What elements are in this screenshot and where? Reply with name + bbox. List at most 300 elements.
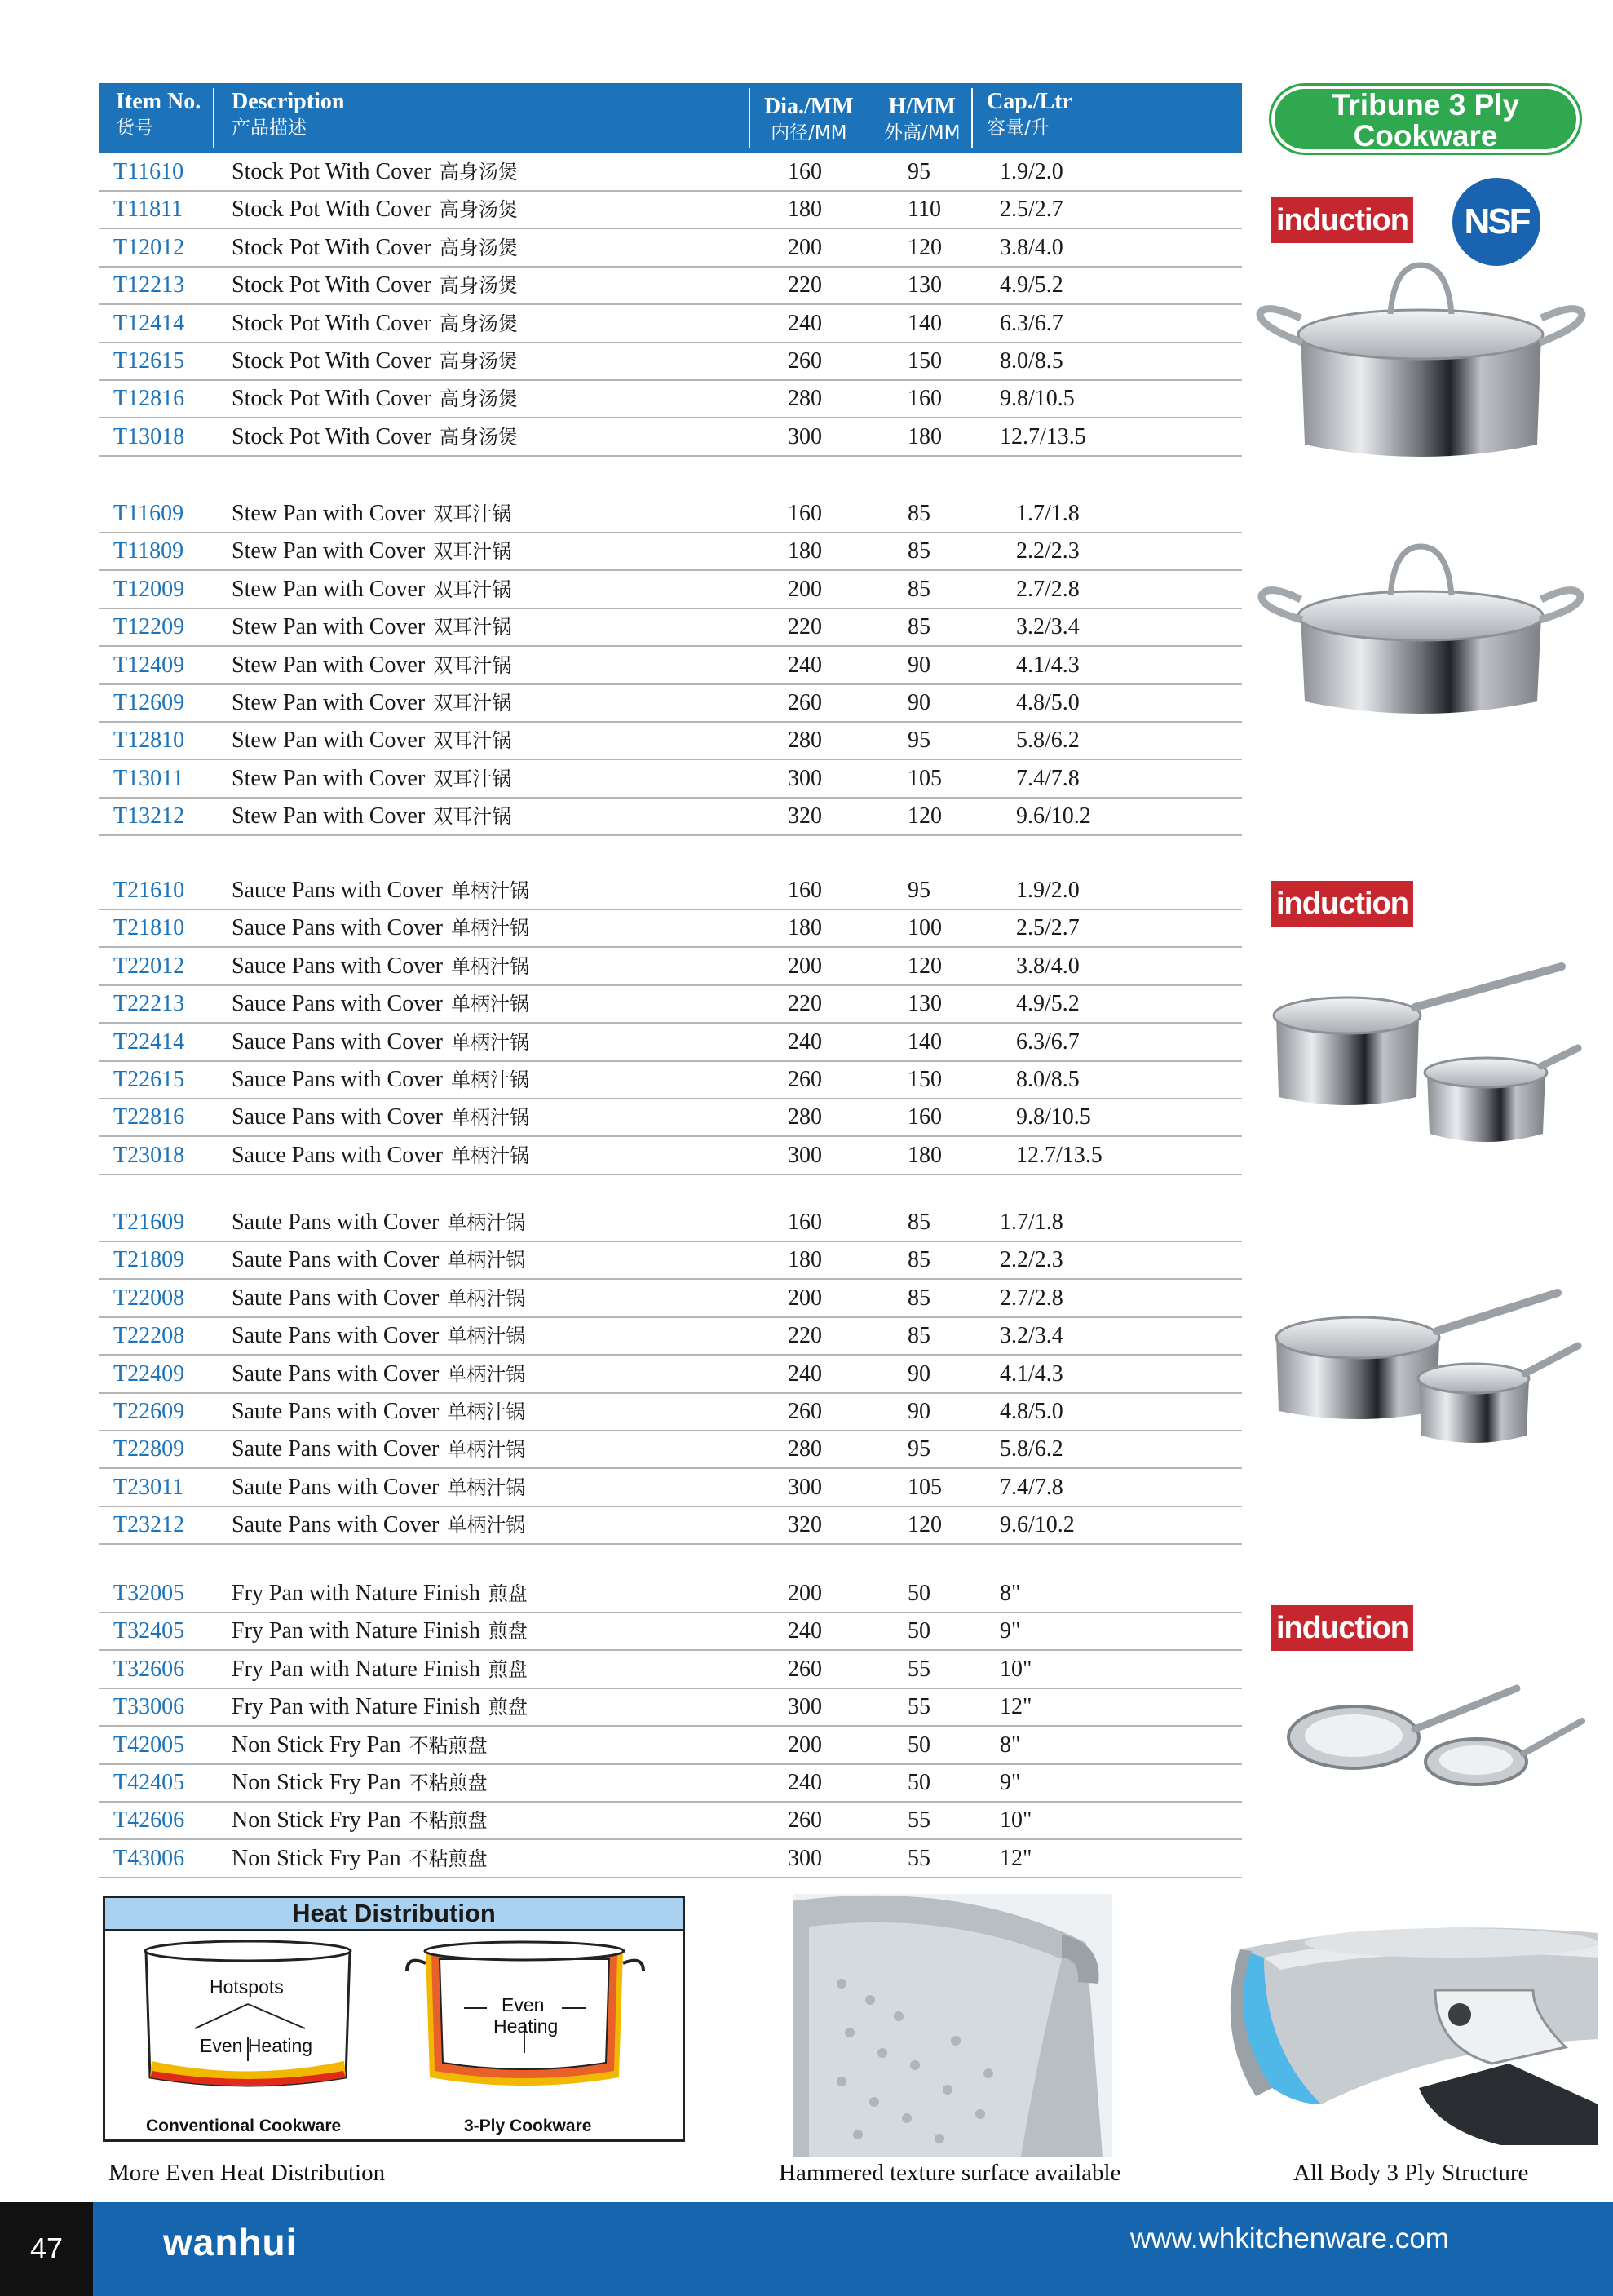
height-value: 90 [908, 690, 930, 715]
height-value: 95 [908, 728, 930, 754]
description-cn: 高身汤煲 [439, 236, 518, 259]
height-value: 50 [908, 1770, 930, 1795]
diameter-value: 200 [788, 953, 822, 979]
table-row [99, 268, 1242, 305]
diameter-value: 200 [788, 1581, 822, 1606]
height-value: 55 [908, 1694, 930, 1720]
description-cn: 单柄汁锅 [447, 1438, 526, 1462]
capacity-value: 12.7/13.5 [1016, 1142, 1103, 1168]
table-row [99, 761, 1242, 799]
description-cn: 单柄汁锅 [450, 993, 529, 1016]
description-en: Stock Pot With Cover [232, 310, 431, 336]
description-cell [232, 538, 511, 564]
height-value: 150 [908, 1067, 942, 1092]
description-cn: 单柄汁锅 [450, 1030, 529, 1054]
capacity-value: 9.8/10.5 [1000, 386, 1075, 412]
description-cell [232, 424, 518, 450]
col-item [116, 90, 201, 139]
description-cn: 单柄汁锅 [447, 1400, 526, 1423]
diameter-value: 200 [788, 234, 822, 260]
description-cn: 高身汤煲 [439, 312, 518, 335]
table-row [99, 1652, 1242, 1689]
sauce-pan-image [1260, 958, 1586, 1154]
capacity-value: 10" [1000, 1807, 1032, 1834]
table-row [99, 1024, 1242, 1062]
description-cn: 双耳汁锅 [433, 729, 512, 753]
item-number: T23212 [113, 1512, 185, 1538]
item-number: T22809 [113, 1436, 185, 1462]
table-row [99, 1728, 1242, 1765]
height-value: 85 [908, 1323, 930, 1349]
diameter-value: 280 [788, 1436, 822, 1462]
item-number: T13212 [113, 803, 185, 829]
description-cn: 高身汤煲 [439, 387, 518, 411]
website-link[interactable]: www.whkitchenware.com [1130, 2223, 1449, 2254]
height-value: 95 [908, 878, 930, 903]
height-value: 120 [908, 953, 942, 979]
col-cap [987, 90, 1072, 139]
table-row [99, 986, 1242, 1024]
item-number: T42405 [113, 1770, 185, 1795]
description-en: Stew Pan with Cover [232, 690, 426, 715]
description-en: Stock Pot With Cover [232, 197, 431, 223]
diameter-value: 220 [788, 991, 822, 1017]
description-cell [232, 235, 518, 261]
item-number: T11809 [113, 538, 184, 564]
item-number: T22213 [113, 991, 185, 1017]
description-cell [232, 1143, 529, 1169]
diameter-value: 200 [788, 576, 822, 602]
description-cn: 高身汤煲 [439, 274, 518, 298]
description-en: Stock Pot With Cover [232, 386, 431, 412]
capacity-value: 2.2/2.3 [1000, 1247, 1063, 1273]
description-en: Sauce Pans with Cover [232, 878, 443, 903]
saute-pan-image [1256, 1289, 1590, 1452]
description-cell [232, 1361, 525, 1387]
description-cell [232, 1067, 529, 1093]
heat-caption: More Even Heat Distribution [108, 2160, 386, 2186]
description-en: Non Stick Fry Pan [232, 1770, 401, 1795]
description-en: Sauce Pans with Cover [232, 953, 443, 979]
description-en: Stock Pot With Cover [232, 234, 431, 260]
item-number: T12009 [113, 576, 185, 602]
header-divider [971, 88, 973, 148]
capacity-value: 4.8/5.0 [1000, 1399, 1063, 1424]
series-badge [1269, 83, 1582, 155]
item-number: T22208 [113, 1323, 185, 1349]
description-cn: 高身汤煲 [439, 350, 518, 373]
diameter-value: 160 [788, 878, 822, 903]
description-cell [232, 991, 529, 1017]
description-cell [232, 766, 511, 792]
capacity-value: 9.6/10.2 [1016, 803, 1091, 829]
table-row [99, 1613, 1242, 1651]
height-value: 50 [908, 1732, 930, 1758]
description-en: Stew Pan with Cover [232, 652, 426, 678]
description-cn: 双耳汁锅 [433, 502, 512, 525]
description-cn: 双耳汁锅 [433, 692, 512, 714]
item-number: T11811 [113, 197, 183, 223]
description-en: Saute Pans with Cover [232, 1399, 440, 1424]
conventional-cookware-label: Conventional Cookware [146, 2117, 342, 2135]
height-value: 85 [908, 614, 930, 640]
description-en: Saute Pans with Cover [232, 1360, 440, 1387]
description-en: Fry Pan with Nature Finish [232, 1656, 480, 1682]
description-en: Sauce Pans with Cover [232, 1067, 443, 1092]
description-cell [232, 1399, 525, 1425]
item-number: T23011 [113, 1474, 184, 1500]
induction-logo: induction [1271, 197, 1413, 243]
description-cn: 不粘煎盘 [409, 1847, 488, 1870]
height-value: 180 [908, 423, 942, 449]
description-en: Sauce Pans with Cover [232, 1142, 443, 1168]
col-dia [764, 95, 854, 144]
item-number: T12209 [113, 614, 185, 640]
col-dia-cn: 内径/MM [771, 122, 847, 144]
height-value: 85 [908, 1285, 930, 1311]
item-number: T12810 [113, 728, 185, 754]
description-cell [232, 1029, 529, 1055]
col-cap-cn: 容量/升 [987, 117, 1050, 139]
description-cell [232, 728, 511, 754]
height-value: 180 [908, 1142, 942, 1168]
description-cell [232, 1247, 525, 1273]
height-value: 140 [908, 1029, 942, 1055]
description-en: Non Stick Fry Pan [232, 1807, 401, 1834]
description-cn: 单柄汁锅 [450, 879, 529, 902]
item-number: T32405 [113, 1618, 185, 1644]
col-desc [232, 90, 344, 139]
item-number: T21809 [113, 1247, 185, 1273]
capacity-value: 9" [1000, 1770, 1021, 1795]
item-number: T22012 [113, 953, 185, 979]
description-cell [232, 803, 511, 829]
description-cell [232, 1694, 528, 1720]
table-row [99, 949, 1242, 986]
height-value: 150 [908, 348, 942, 374]
capacity-value: 4.1/4.3 [1016, 652, 1080, 678]
height-value: 130 [908, 991, 942, 1017]
description-en: Stew Pan with Cover [232, 576, 426, 602]
description-cell [232, 1210, 525, 1236]
table-row [99, 1803, 1242, 1840]
nsf-logo: NSF [1452, 178, 1540, 266]
diameter-value: 240 [788, 652, 822, 678]
table-header [99, 83, 1242, 153]
description-cn: 单柄汁锅 [450, 1144, 529, 1167]
diameter-value: 180 [788, 1247, 822, 1273]
table-row [99, 154, 1242, 192]
description-en: Stew Pan with Cover [232, 803, 426, 829]
height-value: 140 [908, 310, 942, 336]
description-cell [232, 1475, 525, 1501]
col-cap-en: Cap./Ltr [987, 89, 1072, 114]
item-number: T13018 [113, 423, 185, 449]
item-number: T21609 [113, 1210, 185, 1235]
table-row [99, 381, 1242, 418]
item-number: T12615 [113, 348, 185, 374]
description-cell [232, 690, 511, 716]
capacity-value: 4.1/4.3 [1000, 1360, 1063, 1387]
even-label: Even [502, 1994, 545, 2015]
table-row [99, 1507, 1242, 1545]
diameter-value: 240 [788, 1770, 822, 1795]
description-en: Non Stick Fry Pan [232, 1732, 401, 1758]
item-number: T43006 [113, 1845, 185, 1871]
diameter-value: 300 [788, 423, 822, 449]
capacity-value: 3.2/3.4 [1016, 614, 1080, 640]
diameter-value: 300 [788, 1694, 822, 1720]
item-number: T12012 [113, 234, 185, 260]
height-value: 55 [908, 1807, 930, 1834]
item-number: T11610 [113, 159, 184, 184]
table-row [99, 1431, 1242, 1469]
table-row [99, 1281, 1242, 1318]
capacity-value: 9.6/10.2 [1000, 1512, 1075, 1538]
description-cn: 不粘煎盘 [409, 1733, 488, 1757]
height-value: 55 [908, 1845, 930, 1871]
table-row [99, 1062, 1242, 1099]
description-cn: 双耳汁锅 [433, 805, 512, 829]
item-number: T22008 [113, 1285, 185, 1311]
capacity-value: 7.4/7.8 [1016, 765, 1080, 791]
description-cell [232, 1618, 528, 1644]
capacity-value: 12" [1000, 1694, 1032, 1720]
description-cn: 双耳汁锅 [433, 767, 512, 790]
description-en: Stock Pot With Cover [232, 272, 431, 299]
item-number: T22414 [113, 1029, 185, 1055]
col-item-en: Item No. [116, 89, 201, 114]
col-desc-en: Description [232, 89, 345, 114]
table-row [99, 1138, 1242, 1175]
diameter-value: 220 [788, 272, 822, 299]
item-number: T13011 [113, 765, 184, 791]
description-cn: 高身汤煲 [439, 425, 518, 449]
height-value: 85 [908, 501, 930, 526]
description-cn: 双耳汁锅 [433, 653, 512, 677]
stock-pot-image [1252, 257, 1594, 469]
item-number: T12409 [113, 652, 185, 678]
height-value: 90 [908, 652, 930, 678]
hotspots-label: Hotspots [210, 1976, 284, 1997]
height-value: 100 [908, 915, 942, 941]
description-cn: 单柄汁锅 [447, 1211, 526, 1234]
diameter-value: 240 [788, 1029, 822, 1055]
description-en: Stock Pot With Cover [232, 423, 431, 449]
description-en: Non Stick Fry Pan [232, 1845, 401, 1871]
height-value: 50 [908, 1581, 930, 1606]
item-number: T42005 [113, 1732, 185, 1758]
table-row [99, 1242, 1242, 1280]
description-cell [232, 1846, 488, 1872]
table-row [99, 1099, 1242, 1137]
height-value: 55 [908, 1656, 930, 1682]
diameter-value: 260 [788, 348, 822, 374]
description-cn: 煎盘 [488, 1657, 528, 1681]
badge-line-2: Cookware [1353, 119, 1498, 153]
description-cell [232, 272, 518, 299]
diameter-value: 180 [788, 915, 822, 941]
diameter-value: 260 [788, 690, 822, 715]
col-h-cn: 外高/MM [884, 122, 961, 144]
diameter-value: 200 [788, 1285, 822, 1311]
table-row [99, 572, 1242, 609]
description-en: Saute Pans with Cover [232, 1285, 440, 1311]
description-cn: 单柄汁锅 [450, 1106, 529, 1130]
description-en: Saute Pans with Cover [232, 1474, 440, 1500]
description-cell [232, 577, 511, 603]
col-desc-cn: 产品描述 [232, 117, 307, 139]
height-value: 85 [908, 538, 930, 564]
diameter-value: 160 [788, 501, 822, 526]
description-en: Stew Pan with Cover [232, 728, 426, 754]
table-row [99, 873, 1242, 910]
description-cn: 单柄汁锅 [450, 917, 529, 940]
table-row [99, 419, 1242, 457]
diameter-value: 280 [788, 386, 822, 412]
description-cell [232, 197, 518, 223]
diameter-value: 240 [788, 1360, 822, 1387]
description-cn: 双耳汁锅 [433, 616, 512, 639]
capacity-value: 4.9/5.2 [1000, 272, 1063, 299]
description-cn: 单柄汁锅 [447, 1475, 526, 1499]
table-row [99, 1841, 1242, 1878]
capacity-value: 3.2/3.4 [1000, 1323, 1063, 1349]
item-number: T42606 [113, 1807, 185, 1834]
capacity-value: 1.7/1.8 [1000, 1210, 1063, 1235]
table-row [99, 192, 1242, 229]
capacity-value: 8.0/8.5 [1016, 1067, 1080, 1092]
item-number: T22409 [113, 1360, 185, 1387]
table-row [99, 1356, 1242, 1394]
description-en: Stock Pot With Cover [232, 159, 431, 184]
description-cell [232, 1285, 525, 1312]
diameter-value: 300 [788, 765, 822, 791]
diameter-value: 260 [788, 1399, 822, 1424]
capacity-value: 2.2/2.3 [1016, 538, 1080, 564]
capacity-value: 6.3/6.7 [1016, 1029, 1080, 1055]
item-number: T22609 [113, 1399, 185, 1424]
diameter-value: 280 [788, 728, 822, 754]
description-en: Sauce Pans with Cover [232, 991, 443, 1017]
description-en: Sauce Pans with Cover [232, 1029, 443, 1055]
item-number: T32606 [113, 1656, 185, 1682]
capacity-value: 10" [1000, 1656, 1032, 1682]
item-number: T22816 [113, 1104, 185, 1130]
description-cn: 高身汤煲 [439, 198, 518, 222]
item-number: T21610 [113, 878, 185, 903]
description-en: Stew Pan with Cover [232, 614, 426, 640]
description-en: Saute Pans with Cover [232, 1323, 440, 1349]
height-value: 105 [908, 1474, 942, 1500]
description-en: Fry Pan with Nature Finish [232, 1694, 480, 1720]
col-dia-en: Dia./MM [764, 94, 854, 119]
fry-pan-image [1280, 1672, 1590, 1794]
description-en: Sauce Pans with Cover [232, 1104, 443, 1130]
capacity-value: 9" [1000, 1618, 1021, 1644]
height-value: 105 [908, 765, 942, 791]
diameter-value: 320 [788, 803, 822, 829]
description-cn: 单柄汁锅 [450, 954, 529, 978]
table-row [99, 1576, 1242, 1613]
diameter-value: 180 [788, 197, 822, 223]
description-cell [232, 501, 511, 527]
diameter-value: 260 [788, 1656, 822, 1682]
heat-diagram [105, 1931, 683, 2106]
structure-caption: All Body 3 Ply Structure [1293, 2160, 1529, 2186]
three-ply-structure-image [1191, 1900, 1606, 2145]
description-cn: 单柄汁锅 [447, 1325, 526, 1348]
description-cell [232, 653, 511, 679]
description-cn: 不粘煎盘 [409, 1772, 488, 1794]
capacity-value: 8" [1000, 1732, 1021, 1758]
height-value: 120 [908, 234, 942, 260]
table-row [99, 609, 1242, 647]
capacity-value: 8.0/8.5 [1000, 348, 1063, 374]
diameter-value: 320 [788, 1512, 822, 1538]
description-en: Stew Pan with Cover [232, 538, 426, 564]
height-value: 95 [908, 159, 930, 184]
item-number: T12609 [113, 690, 185, 715]
description-cell [232, 1436, 525, 1462]
capacity-value: 3.8/4.0 [1000, 234, 1063, 260]
description-en: Saute Pans with Cover [232, 1210, 440, 1235]
table-row [99, 1205, 1242, 1242]
capacity-value: 12" [1000, 1845, 1032, 1871]
item-number: T12414 [113, 310, 185, 336]
description-en: Stock Pot With Cover [232, 348, 431, 374]
table-row [99, 910, 1242, 948]
description-cn: 单柄汁锅 [450, 1068, 529, 1091]
description-cn: 单柄汁锅 [447, 1286, 526, 1310]
badge-line-1: Tribune 3 Ply [1331, 88, 1520, 122]
description-en: Fry Pan with Nature Finish [232, 1618, 480, 1644]
item-number: T32005 [113, 1581, 185, 1606]
description-en: Fry Pan with Nature Finish [232, 1581, 480, 1606]
capacity-value: 8" [1000, 1581, 1021, 1606]
capacity-value: 2.7/2.8 [1016, 576, 1080, 602]
col-item-cn: 货号 [116, 117, 153, 139]
description-en: Saute Pans with Cover [232, 1436, 440, 1462]
capacity-value: 1.7/1.8 [1016, 501, 1080, 526]
table-row [99, 648, 1242, 685]
diameter-value: 220 [788, 1323, 822, 1349]
description-en: Saute Pans with Cover [232, 1512, 440, 1538]
capacity-value: 5.8/6.2 [1000, 1436, 1063, 1462]
description-cn: 单柄汁锅 [447, 1249, 526, 1272]
description-cn: 高身汤煲 [439, 161, 518, 184]
item-number: T12213 [113, 272, 185, 299]
diameter-value: 240 [788, 1618, 822, 1644]
three-ply-cookware-label: 3-Ply Cookware [464, 2117, 592, 2135]
height-value: 95 [908, 1436, 930, 1462]
induction-logo: induction [1271, 1605, 1413, 1651]
header-divider [213, 88, 214, 148]
table-row [99, 230, 1242, 268]
description-cell [232, 1581, 528, 1607]
diameter-value: 300 [788, 1474, 822, 1500]
table-row [99, 1765, 1242, 1803]
heat-title: Heat Distribution [105, 1898, 683, 1931]
stew-pan-image [1252, 538, 1594, 726]
col-h-en: H/MM [888, 94, 956, 119]
capacity-value: 3.8/4.0 [1016, 953, 1080, 979]
diameter-value: 280 [788, 1104, 822, 1130]
description-cell [232, 1732, 488, 1758]
hammered-caption: Hammered texture surface available [779, 2160, 1121, 2186]
description-cell [232, 953, 529, 980]
capacity-value: 12.7/13.5 [1000, 423, 1086, 449]
